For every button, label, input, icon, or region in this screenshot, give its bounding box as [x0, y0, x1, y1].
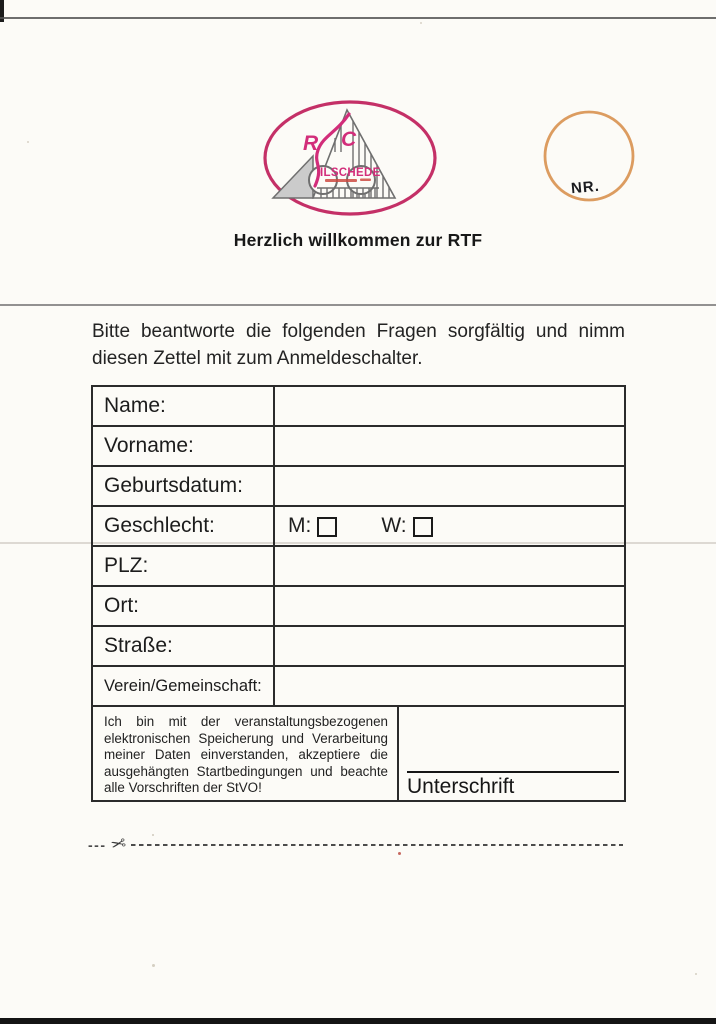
female-checkbox[interactable] [413, 517, 433, 537]
verein-label: Verein/Gemeinschaft: [93, 667, 275, 705]
gender-options [275, 507, 624, 545]
male-option-label: M: [288, 514, 312, 537]
form-row-geburtsdatum [93, 467, 624, 507]
club-logo [261, 98, 439, 220]
dashed-cut-line [131, 844, 623, 846]
consent-text: Ich bin mit der veranstaltungsbezogenen elektronischen Speicherung und Verarbeitung meiner Daten einverstanden, akzeptiere die ausgehängten Startbedingungen und beachte alle Vorschriften der StVO! [93, 707, 399, 800]
form-row-geschlecht [93, 507, 624, 547]
dust-speck [695, 973, 697, 975]
cut-here-line [88, 832, 623, 857]
ort-label: Ort: [93, 587, 275, 625]
scan-fold-line-top [0, 17, 716, 19]
dust-speck [152, 964, 155, 967]
form-row-plz [93, 547, 624, 587]
form-row-consent [93, 707, 624, 800]
form-row-name [93, 387, 624, 427]
scissors-icon: ✂ [108, 832, 128, 857]
dust-speck [27, 141, 29, 143]
vorname-value-cell[interactable] [275, 427, 624, 465]
vorname-label: Vorname: [93, 427, 275, 465]
plz-label: PLZ: [93, 547, 275, 585]
plz-value-cell[interactable] [275, 547, 624, 585]
signature-area[interactable] [399, 707, 624, 800]
logo-letter-r: R [303, 132, 319, 155]
registration-form-table [91, 385, 626, 802]
signature-label: Unterschrift [407, 775, 515, 798]
red-ink-speck [398, 852, 401, 855]
form-row-strasse [93, 627, 624, 667]
dust-speck [420, 22, 422, 24]
male-checkbox[interactable] [317, 517, 337, 537]
instructions-text: Bitte beantworte die folgenden Fragen sorgfältig und nimm diesen Zettel mit zum Anmeldeschalter. [92, 321, 625, 369]
ort-value-cell[interactable] [275, 587, 624, 625]
dust-speck [152, 834, 154, 836]
dash-prefix: --- [88, 837, 107, 853]
geschlecht-label: Geschlecht: [93, 507, 275, 545]
female-option-label: W: [381, 514, 407, 537]
form-row-verein [93, 667, 624, 707]
strasse-label: Straße: [93, 627, 275, 665]
verein-value-cell[interactable] [275, 667, 624, 705]
signature-line [407, 771, 619, 773]
logo-club-name: ILSCHEDE [320, 167, 381, 179]
logo-subtext-blur2 [360, 179, 371, 182]
logo-letter-c: C [341, 128, 357, 151]
logo-left-triangle [273, 156, 313, 198]
form-row-ort [93, 587, 624, 627]
geburtsdatum-value-cell[interactable] [275, 467, 624, 505]
welcome-heading: Herzlich willkommen zur RTF [233, 230, 483, 250]
name-value-cell[interactable] [275, 387, 624, 425]
scan-edge-bar [0, 1018, 716, 1024]
name-label: Name: [93, 387, 275, 425]
geburtsdatum-label: Geburtsdatum: [93, 467, 275, 505]
form-row-vorname [93, 427, 624, 467]
handwritten-start-number: NR. [570, 177, 601, 198]
strasse-value-cell[interactable] [275, 627, 624, 665]
logo-subtext-blur [325, 179, 357, 182]
scan-fold-line-middle [0, 304, 716, 306]
